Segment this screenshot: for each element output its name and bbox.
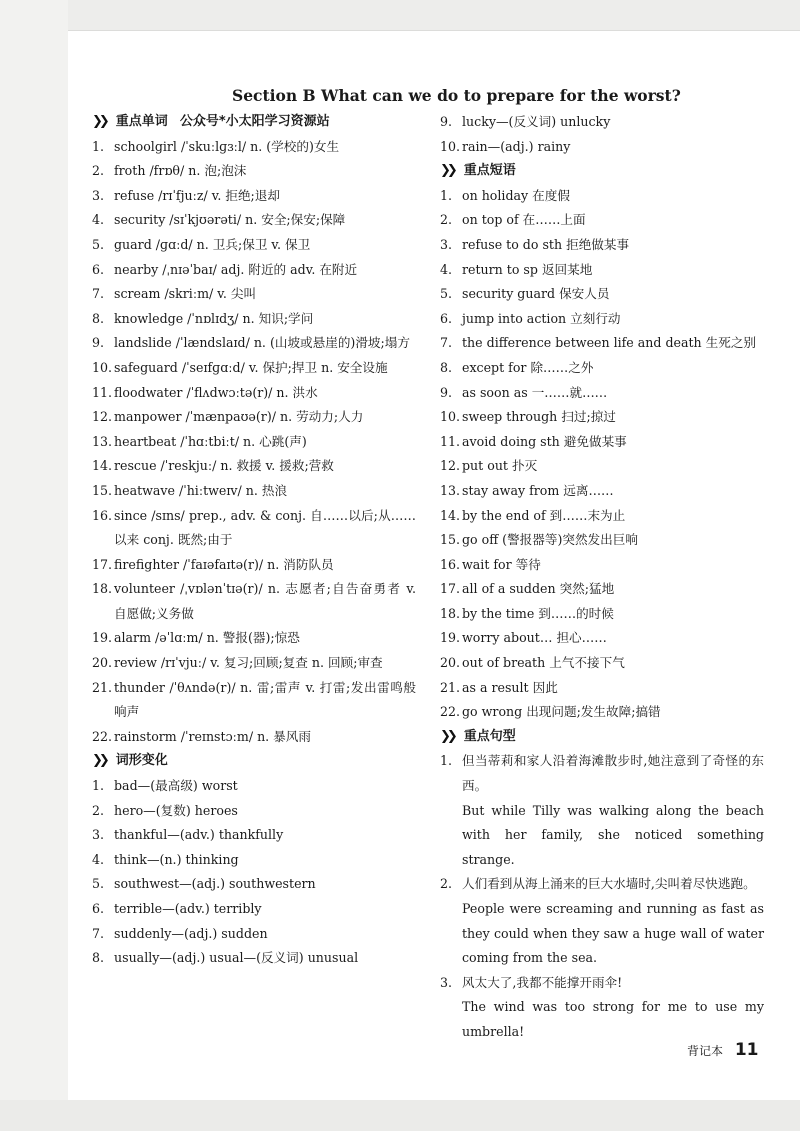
item-number: 15. [92, 482, 113, 498]
item-number: 4. [92, 212, 105, 228]
list-item [92, 430, 416, 455]
item-text: refuse to do sth 拒绝做某事 [462, 236, 630, 252]
top-margin-band [68, 0, 800, 31]
item-text: go wrong 出现问题;发生故障;搞错 [462, 704, 661, 720]
item-number: 21. [92, 679, 113, 695]
item-text: safeguard /ˈseɪfɡɑːd/ v. 保护;捍卫 n. 安全设施 [114, 359, 388, 375]
sentence-chinese-row [440, 749, 764, 798]
sentence-chinese-row [440, 971, 764, 996]
item-text: rainstorm /ˈreɪnstɔːm/ n. 暴风雨 [114, 728, 311, 744]
item-text: think—(n.) thinking [114, 851, 239, 867]
list-item [440, 553, 764, 578]
item-text: southwest—(adj.) southwestern [114, 876, 316, 892]
item-text: rain—(adj.) rainy [462, 138, 571, 154]
item-number: 22. [92, 728, 113, 744]
list-item [440, 258, 764, 283]
sentence-chinese: 人们看到从海上涌来的巨大水墙时,尖叫着尽快逃跑。 [462, 876, 756, 892]
right-column [440, 110, 764, 1045]
item-text: except for 除……之外 [462, 359, 594, 375]
section-title: Section B What can we do to prepare for the worst? [232, 86, 681, 105]
list-item [92, 479, 416, 504]
item-number: 11. [440, 433, 461, 449]
item-number: 2. [440, 876, 453, 892]
item-text: floodwater /ˈflʌdwɔːtə(r)/ n. 洪水 [114, 384, 318, 400]
list-item [92, 799, 416, 824]
list-item [440, 208, 764, 233]
item-number: 16. [440, 556, 461, 572]
item-number: 5. [92, 236, 105, 252]
item-number: 5. [92, 876, 105, 892]
list-item [92, 676, 416, 725]
list-item [92, 946, 416, 971]
item-text: scream /skriːm/ v. 尖叫 [114, 286, 257, 302]
sentence-chinese: 风太大了,我都不能撑开雨伞! [462, 974, 623, 990]
list-item [440, 626, 764, 651]
item-number: 13. [440, 482, 461, 498]
list-item [92, 848, 416, 873]
item-number: 3. [440, 236, 453, 252]
item-number: 16. [92, 507, 113, 523]
sentence-english: People were screaming and running as fast as they could when they saw a huge wall of water coming from the sea. [462, 901, 764, 966]
list-item [92, 626, 416, 651]
list-item [440, 602, 764, 627]
list-item [92, 504, 416, 553]
item-text: on top of 在……上面 [462, 212, 586, 228]
item-text: worry about… 担心…… [462, 630, 607, 646]
list-item [92, 307, 416, 332]
item-number: 22. [440, 704, 461, 720]
item-number: 20. [92, 655, 113, 671]
list-item [92, 331, 416, 356]
item-text: avoid doing sth 避免做某事 [462, 433, 627, 449]
item-number: 2. [440, 212, 453, 228]
item-text: heartbeat /ˈhɑːtbiːt/ n. 心跳(声) [114, 433, 307, 449]
list-item [440, 184, 764, 209]
item-text: bad—(最高级) worst [114, 778, 238, 794]
list-item [440, 381, 764, 406]
item-number: 12. [92, 409, 113, 425]
list-item [440, 528, 764, 553]
item-text: by the end of 到……末为止 [462, 507, 626, 523]
item-number: 14. [92, 458, 113, 474]
item-text: return to sp 返回某地 [462, 261, 593, 277]
list-item [92, 553, 416, 578]
item-number: 17. [440, 581, 461, 597]
item-number: 9. [92, 335, 105, 351]
list-item [440, 700, 764, 725]
item-number: 6. [92, 261, 105, 277]
item-text: the difference between life and death 生死之别 [462, 335, 757, 351]
section-header-label: 重点句型 [463, 728, 516, 744]
item-number: 7. [92, 925, 105, 941]
item-number: 3. [92, 827, 105, 843]
item-number: 2. [92, 802, 105, 818]
item-number: 1. [92, 778, 105, 794]
item-number: 10. [92, 359, 113, 375]
item-text: nearby /ˌnɪəˈbaɪ/ adj. 附近的 adv. 在附近 [114, 261, 358, 277]
item-text: suddenly—(adj.) sudden [114, 925, 268, 941]
list-item [92, 258, 416, 283]
item-number: 19. [440, 630, 461, 646]
list-item [440, 233, 764, 258]
item-text: refuse /rɪˈfjuːz/ v. 拒绝;退却 [114, 187, 280, 203]
item-number: 17. [92, 556, 113, 572]
item-text: heatwave /ˈhiːtweɪv/ n. 热浪 [114, 482, 288, 498]
item-number: 3. [92, 187, 105, 203]
list-item [92, 356, 416, 381]
item-text: out of breath 上气不接下气 [462, 655, 625, 671]
list-item [440, 135, 764, 160]
item-text: as a result 因此 [462, 679, 558, 695]
list-item [92, 872, 416, 897]
item-number: 15. [440, 532, 461, 548]
list-item [440, 331, 764, 356]
page-number: 11 [734, 1040, 759, 1060]
sentence-chinese-row [440, 872, 764, 897]
item-text: landslide /ˈlændslaɪd/ n. (山坡或悬崖的)滑坡;塌方 [114, 335, 410, 351]
left-column [92, 110, 416, 971]
double-chevron-icon: ❯❯ [440, 163, 454, 179]
list-item [92, 233, 416, 258]
list-item [92, 159, 416, 184]
section-header [440, 159, 764, 184]
item-number: 10. [440, 138, 461, 154]
item-number: 1. [440, 753, 453, 769]
item-number: 7. [440, 335, 453, 351]
list-item [440, 676, 764, 701]
double-chevron-icon: ❯❯ [92, 114, 106, 129]
item-text: as soon as 一……就…… [462, 384, 608, 400]
section-header [440, 725, 764, 750]
item-text: rescue /ˈreskjuː/ n. 救援 v. 援救;营救 [114, 458, 334, 474]
item-text: since /sɪns/ prep., adv. & conj. 自……以后;从……以来 conj. 既然;由于 [114, 507, 416, 548]
list-item [440, 307, 764, 332]
key-sentence [440, 749, 764, 872]
list-item [92, 577, 416, 626]
key-sentence [440, 971, 764, 1045]
item-number: 19. [92, 630, 113, 646]
section-header [92, 110, 416, 135]
item-text: security /sɪˈkjʊərəti/ n. 安全;保安;保障 [114, 212, 346, 228]
item-number: 1. [440, 187, 453, 203]
section-header-label: 重点短语 [463, 163, 516, 179]
item-text: firefighter /ˈfaɪəfaɪtə(r)/ n. 消防队员 [114, 556, 334, 572]
item-number: 13. [92, 433, 113, 449]
list-item [92, 897, 416, 922]
list-item [440, 454, 764, 479]
item-number: 20. [440, 655, 461, 671]
item-text: volunteer /ˌvɒlənˈtɪə(r)/ n. 志愿者;自告奋勇者 v. 自愿做;义务做 [114, 581, 416, 621]
list-item [92, 823, 416, 848]
list-item [92, 651, 416, 676]
item-number: 12. [440, 458, 461, 474]
item-number: 8. [440, 359, 453, 375]
item-text: usually—(adj.) usual—(反义词) unusual [114, 950, 359, 966]
item-number: 5. [440, 286, 453, 302]
item-text: thankful—(adv.) thankfully [114, 827, 284, 843]
section-header-label: 词形变化 [115, 753, 168, 769]
list-item [92, 381, 416, 406]
list-item [92, 774, 416, 799]
item-number: 8. [92, 310, 105, 326]
item-number: 4. [440, 261, 453, 277]
item-number: 9. [440, 114, 453, 129]
section-header [92, 749, 416, 774]
item-text: terrible—(adv.) terribly [114, 901, 262, 916]
list-item [440, 577, 764, 602]
item-number: 21. [440, 679, 461, 695]
sentence-english: The wind was too strong for me to use my umbrella! [462, 999, 764, 1039]
list-item [440, 405, 764, 430]
item-number: 10. [440, 409, 461, 425]
list-item [440, 479, 764, 504]
item-text: wait for 等待 [462, 556, 541, 572]
list-item [440, 110, 764, 135]
item-text: security guard 保安人员 [462, 286, 610, 302]
item-number: 8. [92, 950, 105, 966]
item-text: lucky—(反义词) unlucky [462, 114, 611, 129]
item-text: thunder /ˈθʌndə(r)/ n. 雷;雷声 v. 打雷;发出雷鸣般响声 [114, 679, 416, 720]
item-number: 1. [92, 138, 105, 154]
item-text: all of a sudden 突然;猛地 [462, 581, 615, 597]
item-text: jump into action 立刻行动 [462, 310, 621, 326]
list-item [92, 405, 416, 430]
list-item [440, 651, 764, 676]
double-chevron-icon: ❯❯ [440, 728, 454, 744]
watermark-text: 公众号*小太阳学习资源站 [179, 114, 330, 129]
sentence-chinese: 但当蒂莉和家人沿着海滩散步时,她注意到了奇怪的东西。 [462, 753, 764, 794]
list-item [92, 208, 416, 233]
item-text: manpower /ˈmænpaʊə(r)/ n. 劳动力;人力 [114, 409, 364, 425]
item-number: 9. [440, 384, 453, 400]
list-item [440, 430, 764, 455]
item-number: 18. [92, 581, 113, 597]
page-footer [687, 1040, 759, 1060]
list-item [92, 454, 416, 479]
item-text: put out 扑灭 [462, 458, 538, 474]
item-number: 7. [92, 286, 105, 302]
item-text: hero—(复数) heroes [114, 802, 238, 818]
item-number: 14. [440, 507, 461, 523]
item-number: 11. [92, 384, 113, 400]
item-number: 4. [92, 851, 105, 867]
item-text: stay away from 远离…… [462, 482, 614, 498]
list-item [92, 922, 416, 947]
item-text: froth /frɒθ/ n. 泡;泡沫 [114, 163, 247, 179]
list-item [92, 184, 416, 209]
key-sentence [440, 872, 764, 970]
footer-label: 背记本 [687, 1044, 724, 1058]
bottom-margin-band [0, 1100, 800, 1131]
item-text: alarm /əˈlɑːm/ n. 警报(器);惊恐 [114, 630, 300, 646]
section-header-label: 重点单词 [115, 114, 168, 129]
list-item [440, 504, 764, 529]
double-chevron-icon: ❯❯ [92, 753, 106, 769]
item-text: schoolgirl /ˈskuːlɡɜːl/ n. (学校的)女生 [114, 138, 340, 154]
item-number: 6. [440, 310, 453, 326]
item-text: on holiday 在度假 [462, 187, 570, 203]
item-text: knowledge /ˈnɒlɪdʒ/ n. 知识;学问 [114, 310, 314, 326]
item-text: by the time 到……的时候 [462, 605, 614, 621]
list-item [92, 725, 416, 750]
list-item [440, 356, 764, 381]
item-text: go off (警报器等)突然发出巨响 [462, 532, 638, 548]
item-number: 3. [440, 974, 453, 990]
item-text: review /rɪˈvjuː/ v. 复习;回顾;复查 n. 回顾;审查 [114, 655, 383, 671]
item-number: 6. [92, 901, 105, 916]
item-text: sweep through 扫过;掠过 [462, 409, 616, 425]
list-item [92, 135, 416, 160]
sentence-english: But while Tilly was walking along the beach with her family, she noticed something strange. [462, 802, 764, 867]
list-item [92, 282, 416, 307]
item-number: 2. [92, 163, 105, 179]
item-text: guard /ɡɑːd/ n. 卫兵;保卫 v. 保卫 [114, 236, 311, 252]
item-number: 18. [440, 605, 461, 621]
list-item [440, 282, 764, 307]
